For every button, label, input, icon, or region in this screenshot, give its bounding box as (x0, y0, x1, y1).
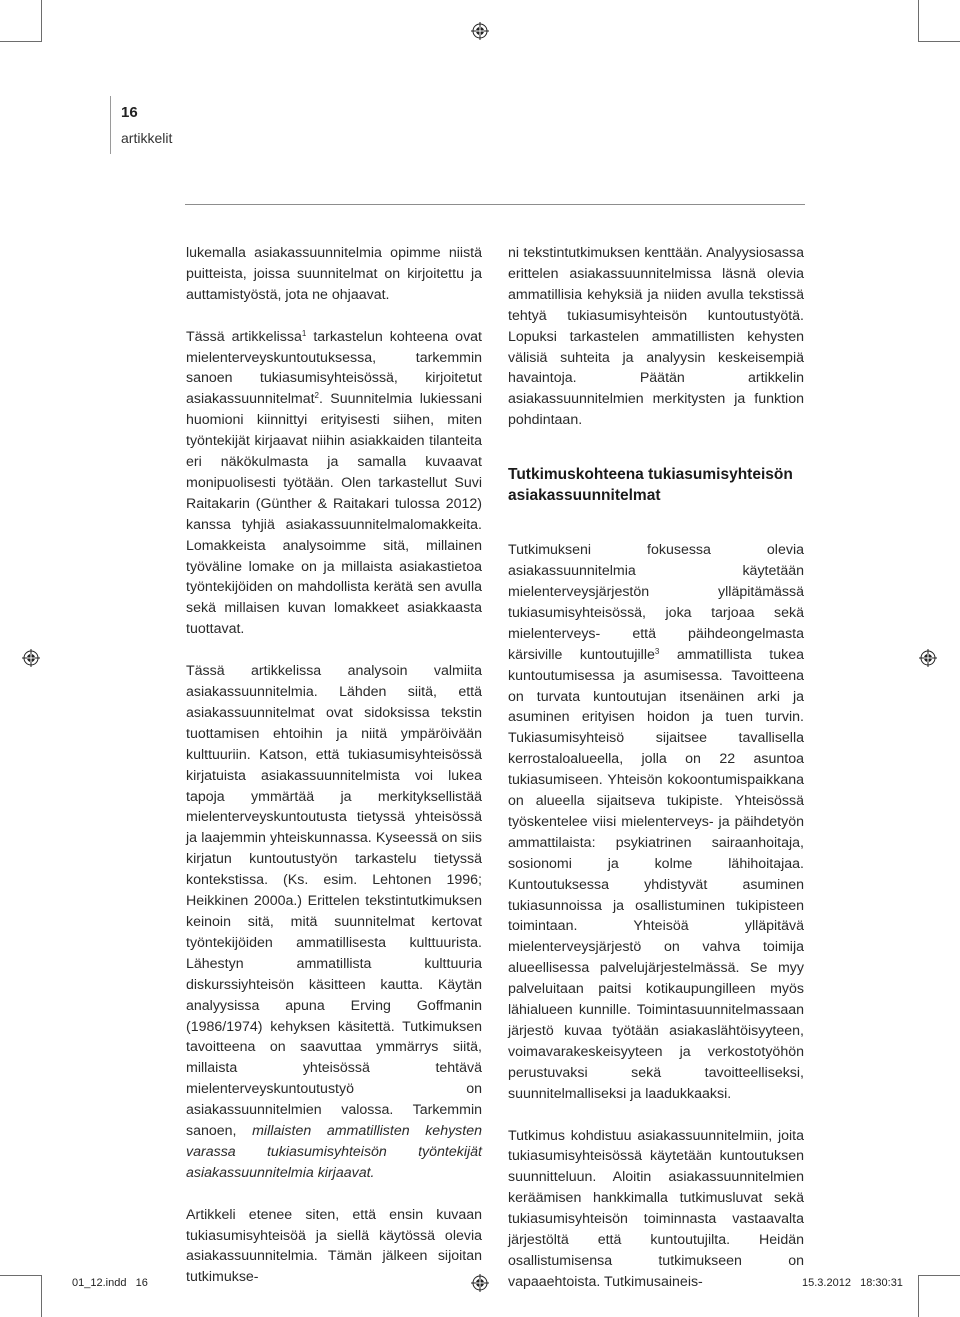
crop-mark (918, 41, 960, 42)
paragraph: Artikkeli etenee siten, että ensin kuvaan tukiasumisyhteisöä ja siellä käytössä olevia asiakassuunnitelmia. Tämän jälkeen sijoitan tutkimukse- (186, 1206, 482, 1286)
paragraph: Tutkimukseni fokusessa olevia asiakassuunnitelmia käytetään mielenterveysjärjestön ylläpitämässä tukiasumisyhteisössä, joka tarjoaa sekä mielenterveys- että päihdeongelmasta kärsiville kuntoutujille$^3$ ammatillista tukea kuntoutumisessa ja asumisessa. Tavoitteena on turvata kuntoutujan itsenäinen arki ja asuminen erityisen hoidon ja tuen turvin. Tukiasumisyhteisö sijaitsee tavallisella kerrostaloalueella, jolla on 22 asuntoa tukiasumiseen. Yhteisön kokoontumispaikkana on alueella sijaitseva tukipiste. Yhteisössä työskentelee viisi mielenterveys- ja päihdetyön ammattilaista: psykiatrinen sairaanhoitaja, sosionomi ja kolme lähihoitajaa. Kuntoutuksessa yhdistyvät asuminen tukiasunnoissa ja osallistuminen tukipisteen toimintaan. Yhteisöä ylläpitävä mielenterveysjärjestö on vahva toimija alueellisessa palvelujärjestelmässä. Se myy palveluitaan paitsi kotikaupungilleen myös lähialueen kunnille. Toimintasuunnitelmassaan järjestö kuvaa työtään asiakaslähtöisyyteen, voimavarakeskeisyyteen ja verkostotyöhön perustuvaksi sekä tavoitteelliseksi, suunnitelmalliseksi ja laadukkaaksi. (508, 542, 805, 1102)
registration-mark-icon (22, 649, 40, 667)
footnote-ref: 3 (654, 646, 660, 656)
right-column (508, 243, 804, 1314)
top-rule (185, 204, 805, 205)
paragraph: Tutkimus kohdistuu asiakassuunnitelmiin, joita tukiasumisyhteisössä käytetään kuntoutuksen suunnitteluun. Aloitin asiakassuunnitelmien keräämisen hankkimalla tutkimusluvat sekä tukiasumisyhteisön toiminnasta vastaavalta järjestöltä että kuntoutujilta. Heidän osallistumisensa tutkimukseen on vapaaehtoista. Tutkimusaineis- (508, 1127, 804, 1290)
footnote-ref: 1 (301, 328, 307, 338)
footnote-ref: 2 (314, 391, 319, 401)
crop-mark (0, 41, 42, 42)
section-label: artikkelit (121, 130, 173, 146)
paragraph: Tässä artikkelissa analysoin valmiita asiakassuunnitelmia. Lähden siitä, että asiakassuunnitelmat ovat sidoksissa tekstin tuottamisen ehtoihin ja niitä ympäröivään kulttuuriin. Katson, että tukiasumisyhteisössä kirjatuista asiakassuunnitelmista voi lukea tapoja ymmärtää ja merkityksellistää mielenterveyskuntoutusta tietyssä yhteisössä ja laajemmin yhteiskunnassa. Kyseessä on siis kirjatun kuntoutustyön tarkastelu tietyssä kontekstissa. (Ks. esim. Lehtonen 1996; Heikkinen 2000a.) Erittelen tekstintutkimuksen keinoin sitä, mitä suunnitelmat kertovat työntekijöiden ammatillisesta kulttuurista. Lähestyn ammatillista kulttuuria diskurssiyhteisön käsitteen kautta. Käytän analyysissa apuna Erving Goffmanin (1986/1974) kehyksen käsitettä. Tutkimuksen tavoitteena on saavuttaa ymmärrys siitä, millaista yhteisössä tehtävä mielenterveyskuntoutustyö on asiakassuunnitelmien valossa. Tarkemmin sanoen, millaisten ammatillisten kehysten varassa tukiasumisyhteisön työntekijät asiakassuunnitelmia kirjaavat. (186, 663, 482, 1181)
crop-mark (918, 1275, 919, 1317)
page-number: 16 (121, 104, 138, 121)
registration-mark-icon (919, 649, 937, 667)
registration-mark-icon (471, 22, 489, 40)
crop-mark (41, 0, 42, 42)
crop-mark (918, 1275, 960, 1276)
crop-mark (918, 0, 919, 42)
crop-mark (0, 1275, 42, 1276)
paragraph: Tässä artikkelissa$^1$ tarkastelun kohteena ovat mielenterveyskuntoutuksessa, tarkemmin sanoen tukiasumisyhteisössä, kirjoitetut asiakassuunnitelmat$^2$. Suunnitelmia lukiessani huomioni kiinnittyi erityisesti siihen, miten työntekijät kirjaavat niihin asiakkaiden tilanteita eri näkökulmasta ja samalla kuvaavat monipuolisesti työtään. Olen tarkastellut Suvi Raitakarin (Günther & Raitakari tulossa 2012) kanssa tyhjiä asiakassuunnitelmalomakkeita. Lomakkeista analysoimme sitä, millainen työväline lomake on ja millaista asiakastietoa työntekijöiden on mahdollista kerätä sen avulla sekä millaisen kuvan lomakkeet asiakkaasta tuottavat. (186, 328, 482, 638)
footer-timestamp: 15.3.2012 18:30:31 (802, 1277, 903, 1289)
crop-mark (41, 1275, 42, 1317)
left-column (186, 243, 482, 1309)
italic-text: millaisten ammatillisten kehysten varassa tukiasumisyhteisön työntekijät asiakassuunnitelmia kirjaavat. (186, 1123, 482, 1181)
footer-filename: 01_12.indd 16 (72, 1277, 148, 1289)
paragraph: lukemalla asiakassuunnitelmia opimme niistä puitteista, joissa suunnitelmat on kirjoitettu ja auttamistyöstä, jota ne ohjaavat. (186, 245, 482, 303)
header-divider (110, 96, 111, 154)
paragraph: ni tekstintutkimuksen kenttään. Analyysiosassa erittelen asiakassuunnitelmissa läsnä olevia ammatillisia kehyksiä ja niiden avulla tekstissä tehtyä tukiasumisyhteisön kuntoutustyötä. Lopuksi tarkastelen ammatillisten kehysten välisiä suhteita ja analyysin keskeisempiä havaintoja. Päätän artikkelin asiakassuunnitelmien merkitysten ja funktion pohdintaan. (508, 245, 804, 429)
section-heading: Tutkimuskohteena tukiasumisyhteisön asiakassuunnitelmat (508, 466, 793, 505)
